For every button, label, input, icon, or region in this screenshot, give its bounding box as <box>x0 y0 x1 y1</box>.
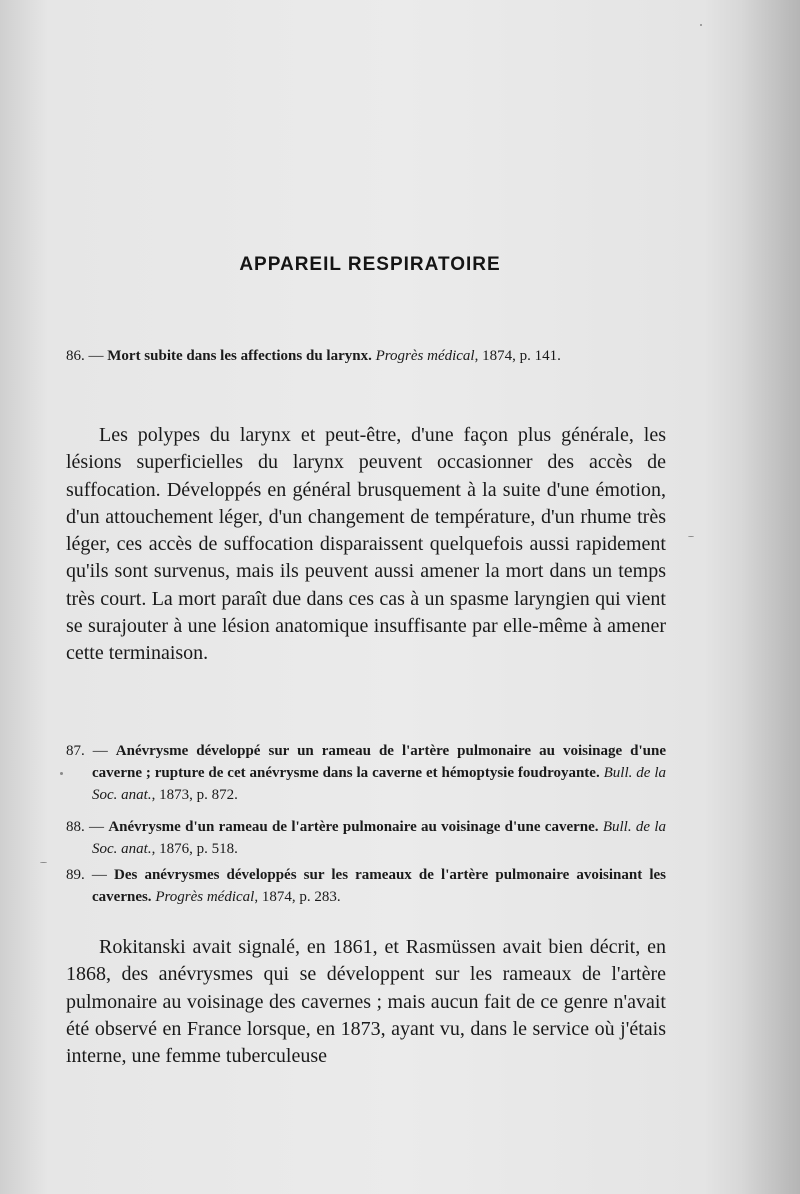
bibliography-entry-89 <box>66 864 666 908</box>
entry-number: 89. <box>66 867 85 883</box>
entry-number: 86. <box>66 348 85 364</box>
body-paragraph-2: Rokitanski avait signalé, en 1861, et Rasmüssen avait bien décrit, en 1868, des anévrysmes qui se développent sur les rameaux de l'artère pulmonaire au voisinage des cavernes ; mais aucun fait de ce genre n'avait été observé en France lorsque, en 1873, ayant vu, dans le service où j'étais interne, une femme tuberculeuse <box>66 936 666 1068</box>
ink-speck <box>688 536 694 537</box>
bibliography-entry-87 <box>66 740 666 806</box>
entry-reference: , 1874, p. 141. <box>474 348 561 364</box>
page-edge-shadow <box>740 0 800 1194</box>
entry-journal: Progrès médical <box>155 889 255 905</box>
entry-dash: — <box>84 348 108 364</box>
entry-journal: Bull. de la Soc. anat. <box>92 765 667 803</box>
bibliography-entry-88 <box>66 816 666 860</box>
entry-dash: — <box>84 819 109 835</box>
entry-journal: Progrès médical <box>375 348 475 364</box>
entry-reference: , 1876, p. 518. <box>151 841 238 857</box>
ink-speck <box>700 24 702 26</box>
ink-speck <box>40 862 47 863</box>
ink-speck <box>60 772 63 775</box>
bibliography-entry-86 <box>66 345 666 367</box>
entry-title: Des anévrysmes développés sur les rameaux de l'artère pulmonaire avoisinant les cavernes. <box>92 867 667 905</box>
entry-dash: — <box>84 743 116 759</box>
entry-number: 88. <box>66 819 85 835</box>
entry-reference: , 1873, p. 872. <box>151 787 238 803</box>
entry-journal: Bull. de la Soc. anat. <box>92 819 666 857</box>
entry-reference: , 1874, p. 283. <box>254 889 341 905</box>
entry-dash: — <box>84 867 114 883</box>
section-heading: APPAREIL RESPIRATOIRE <box>239 254 501 275</box>
entry-title: Anévrysme développé sur un rameau de l'artère pulmonaire au voisinage d'une caverne ; rupture de cet anévrysme dans la caverne et hémoptysie foudroyante. <box>92 743 667 781</box>
body-paragraph-1: Les polypes du larynx et peut-être, d'une façon plus générale, les lésions superficielles du larynx peuvent occasionner des accès de suffocation. Développés en général brusquement à la suite d'une émotion, d'un attouchement léger, d'un changement de température, d'un rhume très léger, ces accès de suffocation disparaissent quelquefois aussi rapidement qu'ils sont survenus, mais ils peuvent aussi amener la mort dans un temps très court. La mort paraît due dans ces cas à un spasme laryngien qui vient se surajouter à une lésion anatomique insuffisante par elle-même à amener cette terminaison. <box>66 424 666 665</box>
entry-number: 87. <box>66 743 85 759</box>
entry-title: Mort subite dans les affections du larynx. <box>107 348 372 364</box>
entry-title: Anévrysme d'un rameau de l'artère pulmonaire au voisinage d'une caverne. <box>108 819 599 835</box>
